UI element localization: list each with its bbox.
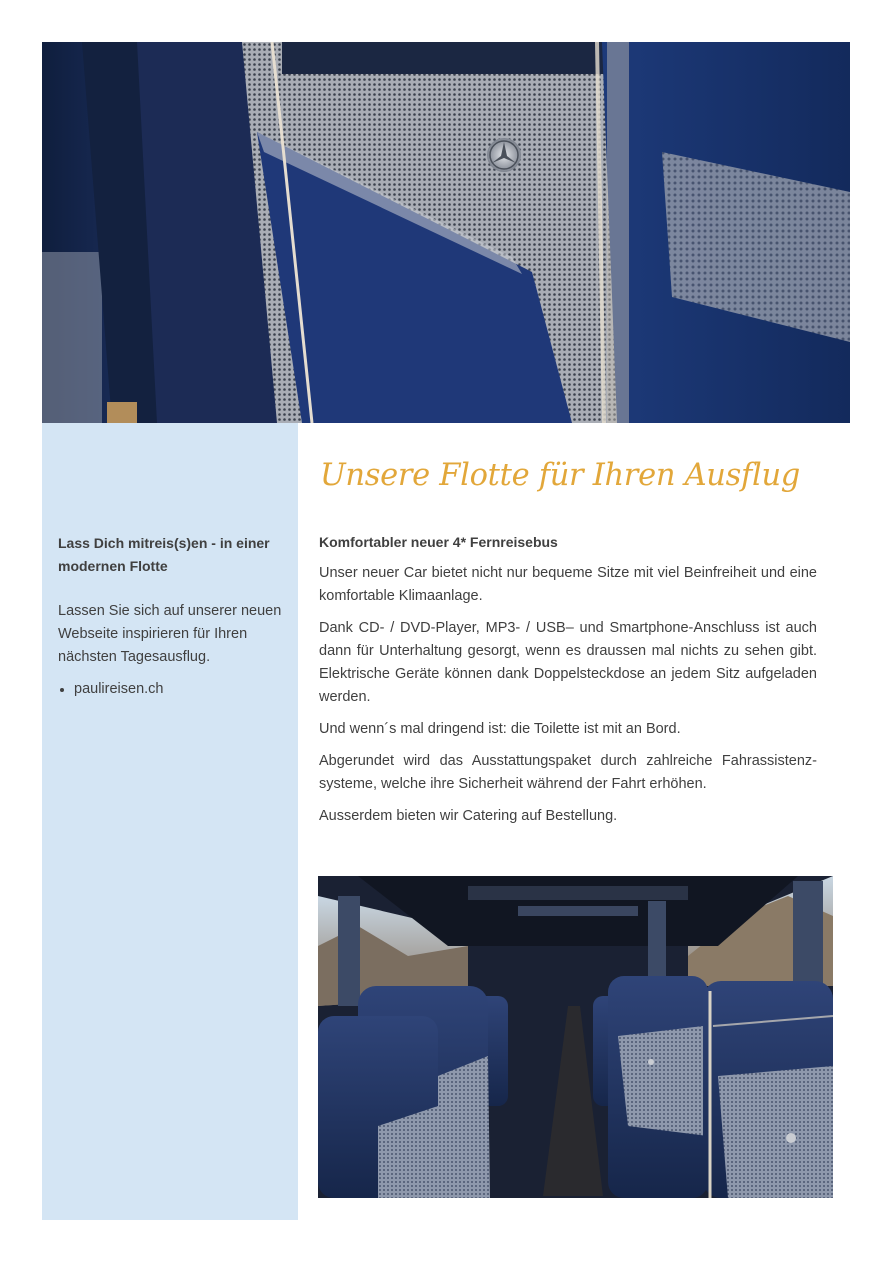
sidebar-text: Lassen Sie sich auf unserer neuen Webseite inspirieren für Ihren nächsten Tagesausflug. <box>58 603 282 665</box>
paragraph: Ausserdem bieten wir Catering auf Bestellung. <box>319 808 618 824</box>
sidebar-list <box>58 678 288 701</box>
sidebar <box>42 423 298 1220</box>
main-content <box>319 530 817 837</box>
hero-image-seat-closeup <box>42 42 850 423</box>
page-title: Unsere Flotte für Ihren Ausflug <box>320 458 801 493</box>
paragraph: Abgerundet wird das Ausstattungspaket durch zahlreiche Fahrassistenzsysteme, welche ihre Sicherheit während der Fahrt erhöhen. <box>319 753 817 792</box>
paragraph: Dank CD- / DVD-Player, MP3- / USB– und Smartphone-Anschluss ist auch dann für Unterhaltung gesorgt, wenn es draussen mal nichts zu sehen gibt. Elektrische Geräte können dank Doppelsteckdose an jedem Sitz aufgeladen werden. <box>319 620 817 705</box>
paragraph: Unser neuer Car bietet nicht nur bequeme Sitze mit viel Beinfreiheit und eine komfortable Klimaanlage. <box>319 565 817 604</box>
paragraph: Und wenn´s mal dringend ist: die Toilette ist mit an Bord. <box>319 721 681 737</box>
website-link[interactable]: paulireisen.ch <box>58 678 288 701</box>
sidebar-heading: Lass Dich mitreis(s)en - in einer modernen Flotte <box>58 535 270 574</box>
bus-interior-image <box>318 876 833 1198</box>
subheading: Komfortabler neuer 4* Fernreisebus <box>319 534 558 550</box>
